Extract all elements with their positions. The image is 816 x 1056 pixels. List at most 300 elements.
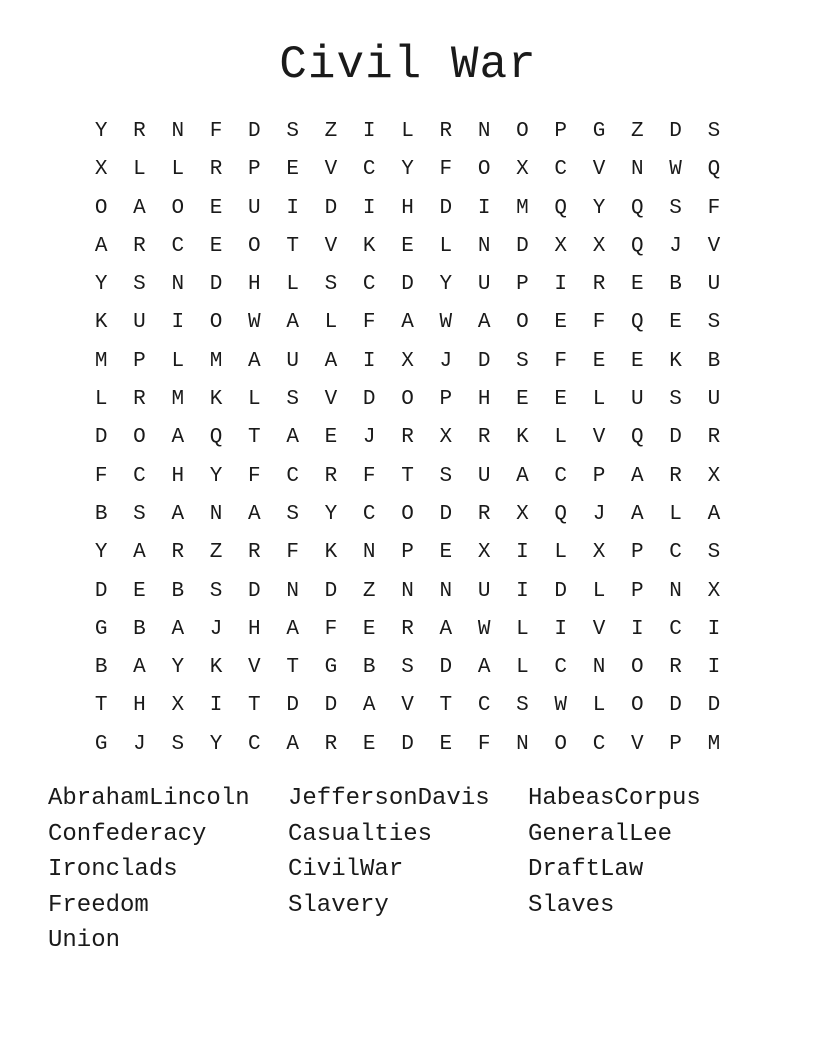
grid-cell: D xyxy=(554,579,568,603)
grid-cell: D xyxy=(286,694,299,718)
grid-cell: T xyxy=(286,656,299,680)
grid-cell: E xyxy=(439,541,453,565)
grid-cell: C xyxy=(133,464,146,488)
grid-cell: S xyxy=(133,502,146,526)
grid-cell: N xyxy=(669,579,682,603)
grid-cell: I xyxy=(477,196,491,220)
grid-cell: L xyxy=(516,617,529,641)
grid-cell: S xyxy=(171,732,185,756)
grid-cell: F xyxy=(286,541,299,565)
grid-row xyxy=(82,611,733,649)
grid-cell: A xyxy=(516,464,529,488)
grid-cell: L xyxy=(592,694,606,718)
grid-cell: L xyxy=(516,656,529,680)
grid-cell: I xyxy=(209,694,223,718)
grid-cell: D xyxy=(439,502,453,526)
grid-cell: L xyxy=(94,388,108,412)
grid-row xyxy=(82,304,733,342)
grid-cell: S xyxy=(669,388,682,412)
grid-cell: A xyxy=(171,617,185,641)
grid-cell: I xyxy=(707,656,721,680)
grid-row xyxy=(82,687,733,725)
grid-cell: J xyxy=(592,502,606,526)
grid-cell: I xyxy=(516,579,529,603)
grid-cell: T xyxy=(94,694,108,718)
grid-cell: A xyxy=(707,502,721,526)
grid-cell: U xyxy=(631,388,644,412)
grid-cell: R xyxy=(669,656,682,680)
grid-cell: V xyxy=(592,426,606,450)
grid-cell: O xyxy=(477,158,491,182)
grid-cell: F xyxy=(477,732,491,756)
word-list-item: Slaves xyxy=(528,891,615,919)
grid-cell: O xyxy=(94,196,108,220)
grid-cell: G xyxy=(324,656,338,680)
grid-cell: Y xyxy=(94,273,108,297)
grid-cell: W xyxy=(669,158,682,182)
grid-cell: B xyxy=(171,579,185,603)
grid-cell: A xyxy=(477,656,491,680)
grid-cell: D xyxy=(477,349,491,373)
grid-cell: H xyxy=(401,196,414,220)
grid-cell: W xyxy=(439,311,453,335)
grid-cell: O xyxy=(209,311,223,335)
grid-cell: J xyxy=(209,617,223,641)
grid-cell: H xyxy=(248,273,261,297)
grid-cell: S xyxy=(286,120,299,143)
grid-cell: W xyxy=(477,617,491,641)
grid-cell: R xyxy=(477,502,491,526)
grid-cell: S xyxy=(707,311,721,335)
grid-cell: I xyxy=(631,617,644,641)
grid-row xyxy=(82,190,733,228)
grid-cell: X xyxy=(401,349,414,373)
grid-cell: S xyxy=(286,388,299,412)
grid-cell: A xyxy=(248,349,261,373)
grid-cell: S xyxy=(133,273,146,297)
grid-cell: E xyxy=(209,196,223,220)
grid-cell: A xyxy=(248,502,261,526)
grid-cell: O xyxy=(248,234,261,258)
grid-cell: D xyxy=(209,273,223,297)
grid-cell: D xyxy=(439,656,453,680)
grid-cell: H xyxy=(477,388,491,412)
grid-cell: N xyxy=(362,541,376,565)
grid-cell: S xyxy=(707,120,721,143)
grid-cell: V xyxy=(324,158,338,182)
grid-cell: E xyxy=(362,732,376,756)
grid-cell: S xyxy=(439,464,453,488)
grid-cell: L xyxy=(592,388,606,412)
grid-cell: I xyxy=(286,196,299,220)
grid-cell: O xyxy=(631,656,644,680)
grid-cell: L xyxy=(439,234,453,258)
grid-row xyxy=(82,496,733,534)
grid-row xyxy=(82,649,733,687)
grid-cell: L xyxy=(171,158,185,182)
grid-cell: C xyxy=(592,732,606,756)
word-list xyxy=(48,781,788,959)
grid-cell: M xyxy=(209,349,223,373)
grid-cell: Q xyxy=(707,158,721,182)
grid-cell: L xyxy=(248,388,261,412)
grid-row xyxy=(82,343,733,381)
grid-cell: D xyxy=(248,579,261,603)
grid-cell: N xyxy=(401,579,414,603)
grid-cell: O xyxy=(401,388,414,412)
grid-cell: N xyxy=(286,579,299,603)
grid-cell: M xyxy=(94,349,108,373)
word-list-item: GeneralLee xyxy=(528,820,673,848)
grid-cell: M xyxy=(707,732,721,756)
grid-cell: E xyxy=(286,158,299,182)
grid-cell: C xyxy=(171,234,185,258)
grid-cell: P xyxy=(401,541,414,565)
grid-cell: J xyxy=(439,349,453,373)
word-list-item: Confederacy xyxy=(48,820,207,848)
grid-row xyxy=(82,113,733,151)
grid-cell: P xyxy=(592,464,606,488)
grid-cell: L xyxy=(554,426,568,450)
grid-cell: Q xyxy=(554,502,568,526)
grid-cell: N xyxy=(171,120,185,143)
grid-cell: Q xyxy=(554,196,568,220)
grid-cell: A xyxy=(286,732,299,756)
grid-cell: E xyxy=(439,732,453,756)
grid-cell: F xyxy=(362,464,376,488)
grid-cell: J xyxy=(133,732,146,756)
grid-cell: S xyxy=(707,541,721,565)
grid-row xyxy=(82,534,733,572)
grid-cell: C xyxy=(554,464,568,488)
grid-cell: N xyxy=(516,732,529,756)
grid-cell: L xyxy=(286,273,299,297)
grid-cell: T xyxy=(439,694,453,718)
grid-cell: O xyxy=(631,694,644,718)
grid-cell: K xyxy=(209,656,223,680)
grid-cell: V xyxy=(248,656,261,680)
grid-cell: Q xyxy=(631,234,644,258)
grid-cell: Z xyxy=(362,579,376,603)
grid-cell: S xyxy=(516,349,529,373)
grid-cell: D xyxy=(324,694,338,718)
grid-cell: N xyxy=(631,158,644,182)
grid-cell: F xyxy=(324,617,338,641)
grid-cell: F xyxy=(94,464,108,488)
grid-cell: F xyxy=(362,311,376,335)
word-list-item: Union xyxy=(48,927,121,955)
grid-cell: R xyxy=(209,158,223,182)
grid-cell: B xyxy=(669,273,682,297)
puzzle-title: Civil War xyxy=(279,39,537,91)
grid-cell: C xyxy=(362,273,376,297)
grid-cell: C xyxy=(362,502,376,526)
grid-cell: D xyxy=(362,388,376,412)
grid-cell: P xyxy=(631,579,644,603)
grid-cell: K xyxy=(324,541,338,565)
word-list-item: AbrahamLincoln xyxy=(48,785,250,812)
grid-cell: B xyxy=(94,502,108,526)
word-list-item: JeffersonDavis xyxy=(288,785,490,812)
grid-cell: Q xyxy=(631,196,644,220)
grid-cell: I xyxy=(362,349,376,373)
grid-cell: V xyxy=(631,732,644,756)
grid-cell: S xyxy=(669,196,682,220)
grid-cell: P xyxy=(133,349,146,373)
grid-cell: C xyxy=(362,158,376,182)
grid-cell: D xyxy=(439,196,453,220)
grid-cell: D xyxy=(324,196,338,220)
grid-row xyxy=(82,266,733,304)
grid-cell: D xyxy=(669,120,682,143)
grid-cell: X xyxy=(592,541,606,565)
grid-cell: B xyxy=(133,617,146,641)
grid-cell: C xyxy=(248,732,261,756)
grid-cell: N xyxy=(477,120,491,143)
grid-cell: C xyxy=(477,694,491,718)
grid-cell: L xyxy=(133,158,146,182)
grid-cell: K xyxy=(669,349,682,373)
grid-cell: F xyxy=(439,158,453,182)
grid-cell: S xyxy=(516,694,529,718)
grid-cell: E xyxy=(401,234,414,258)
grid-cell: J xyxy=(362,426,376,450)
grid-cell: B xyxy=(94,656,108,680)
grid-cell: E xyxy=(631,349,644,373)
grid-cell: O xyxy=(401,502,414,526)
grid-cell: F xyxy=(707,196,721,220)
grid-cell: E xyxy=(554,311,568,335)
grid-cell: G xyxy=(94,732,108,756)
grid-cell: I xyxy=(707,617,721,641)
grid-cell: C xyxy=(286,464,299,488)
grid-cell: A xyxy=(439,617,453,641)
grid-cell: E xyxy=(362,617,376,641)
grid-cell: X xyxy=(592,234,606,258)
grid-cell: R xyxy=(477,426,491,450)
grid-cell: O xyxy=(516,120,529,143)
grid-cell: D xyxy=(401,732,414,756)
grid-cell: L xyxy=(171,349,185,373)
grid-cell: X xyxy=(439,426,453,450)
grid-cell: X xyxy=(707,464,721,488)
grid-cell: N xyxy=(439,579,453,603)
grid-cell: U xyxy=(707,273,721,297)
word-list-item: Ironclads xyxy=(48,856,178,884)
grid-cell: R xyxy=(133,234,146,258)
grid-cell: T xyxy=(286,234,299,258)
grid-cell: A xyxy=(631,502,644,526)
grid-cell: Y xyxy=(94,541,108,565)
grid-cell: A xyxy=(94,234,108,258)
grid-cell: P xyxy=(516,273,529,297)
grid-cell: W xyxy=(554,694,568,718)
grid-cell: K xyxy=(94,311,108,335)
letter-grid xyxy=(82,113,733,764)
grid-cell: A xyxy=(286,311,299,335)
grid-cell: T xyxy=(401,464,414,488)
grid-cell: G xyxy=(94,617,108,641)
grid-cell: K xyxy=(209,388,223,412)
grid-cell: U xyxy=(286,349,299,373)
grid-row xyxy=(82,151,733,189)
grid-cell: N xyxy=(171,273,185,297)
grid-cell: A xyxy=(286,617,299,641)
grid-cell: D xyxy=(401,273,414,297)
grid-cell: M xyxy=(171,388,185,412)
grid-cell: R xyxy=(133,388,146,412)
grid-cell: X xyxy=(554,234,568,258)
word-list-item: CivilWar xyxy=(288,856,404,884)
grid-cell: R xyxy=(401,426,414,450)
grid-cell: R xyxy=(324,464,338,488)
grid-cell: T xyxy=(248,426,261,450)
grid-cell: Z xyxy=(209,541,223,565)
grid-cell: U xyxy=(477,464,491,488)
grid-cell: X xyxy=(516,502,529,526)
grid-cell: Y xyxy=(592,196,606,220)
grid-cell: S xyxy=(401,656,414,680)
grid-cell: D xyxy=(94,579,108,603)
grid-cell: R xyxy=(133,120,146,143)
grid-cell: A xyxy=(477,311,491,335)
grid-cell: V xyxy=(592,617,606,641)
grid-cell: T xyxy=(248,694,261,718)
grid-row xyxy=(82,458,733,496)
grid-cell: R xyxy=(592,273,606,297)
word-list-item: Casualties xyxy=(288,820,433,848)
grid-cell: D xyxy=(324,579,338,603)
grid-cell: G xyxy=(592,120,606,143)
grid-cell: I xyxy=(516,541,529,565)
grid-cell: X xyxy=(94,158,108,182)
grid-cell: F xyxy=(209,120,223,143)
grid-cell: P xyxy=(669,732,682,756)
grid-cell: X xyxy=(516,158,529,182)
grid-cell: Y xyxy=(324,502,338,526)
grid-cell: A xyxy=(171,502,185,526)
word-list-item: Slavery xyxy=(288,891,389,919)
grid-cell: L xyxy=(669,502,682,526)
grid-cell: V xyxy=(592,158,606,182)
grid-cell: H xyxy=(171,464,185,488)
grid-cell: U xyxy=(248,196,261,220)
grid-cell: I xyxy=(554,617,568,641)
grid-cell: W xyxy=(248,311,261,335)
grid-cell: U xyxy=(133,311,146,335)
grid-cell: Y xyxy=(209,732,223,756)
grid-cell: X xyxy=(477,541,491,565)
grid-cell: E xyxy=(631,273,644,297)
grid-cell: D xyxy=(669,694,682,718)
grid-cell: P xyxy=(631,541,644,565)
grid-cell: R xyxy=(401,617,414,641)
grid-cell: O xyxy=(133,426,146,450)
grid-cell: S xyxy=(286,502,299,526)
grid-row xyxy=(82,419,733,457)
grid-cell: A xyxy=(324,349,338,373)
grid-cell: R xyxy=(248,541,261,565)
grid-cell: L xyxy=(592,579,606,603)
grid-cell: V xyxy=(324,234,338,258)
grid-cell: Q xyxy=(631,426,644,450)
grid-cell: U xyxy=(477,579,491,603)
grid-cell: I xyxy=(362,196,376,220)
grid-cell: E xyxy=(554,388,568,412)
grid-cell: D xyxy=(248,120,261,143)
word-list-item: Freedom xyxy=(48,891,149,919)
grid-cell: X xyxy=(707,579,721,603)
grid-cell: Y xyxy=(209,464,223,488)
grid-cell: K xyxy=(362,234,376,258)
grid-cell: V xyxy=(324,388,338,412)
grid-cell: H xyxy=(133,694,146,718)
grid-cell: A xyxy=(171,426,185,450)
grid-cell: P xyxy=(248,158,261,182)
grid-cell: R xyxy=(669,464,682,488)
grid-cell: E xyxy=(133,579,146,603)
grid-cell: A xyxy=(133,196,146,220)
grid-cell: C xyxy=(669,617,682,641)
grid-cell: S xyxy=(324,273,338,297)
word-list-item: DraftLaw xyxy=(528,856,644,884)
grid-cell: Z xyxy=(631,120,644,143)
grid-cell: X xyxy=(171,694,185,718)
grid-cell: A xyxy=(133,656,146,680)
grid-row xyxy=(82,228,733,266)
grid-cell: Y xyxy=(439,273,453,297)
grid-cell: A xyxy=(133,541,146,565)
grid-cell: E xyxy=(592,349,606,373)
grid-cell: L xyxy=(554,541,568,565)
grid-cell: D xyxy=(669,426,682,450)
grid-cell: Z xyxy=(324,120,338,143)
grid-cell: C xyxy=(554,656,568,680)
grid-row xyxy=(82,573,733,611)
grid-cell: B xyxy=(707,349,721,373)
grid-cell: U xyxy=(477,273,491,297)
grid-cell: V xyxy=(707,234,721,258)
grid-cell: S xyxy=(209,579,223,603)
grid-cell: E xyxy=(209,234,223,258)
grid-cell: I xyxy=(171,311,185,335)
grid-cell: R xyxy=(171,541,185,565)
grid-cell: D xyxy=(707,694,721,718)
grid-cell: R xyxy=(439,120,453,143)
grid-cell: P xyxy=(554,120,568,143)
grid-cell: F xyxy=(554,349,568,373)
grid-cell: A xyxy=(631,464,644,488)
word-list-item: HabeasCorpus xyxy=(528,785,701,812)
grid-cell: J xyxy=(669,234,682,258)
grid-cell: P xyxy=(439,388,453,412)
grid-cell: N xyxy=(592,656,606,680)
grid-cell: V xyxy=(401,694,414,718)
grid-cell: A xyxy=(362,694,376,718)
grid-cell: O xyxy=(516,311,529,335)
grid-cell: I xyxy=(362,120,376,143)
grid-cell: Y xyxy=(401,158,414,182)
grid-cell: H xyxy=(248,617,261,641)
grid-row xyxy=(82,381,733,419)
grid-cell: N xyxy=(477,234,491,258)
grid-cell: U xyxy=(707,388,721,412)
grid-cell: A xyxy=(286,426,299,450)
grid-cell: R xyxy=(324,732,338,756)
grid-cell: E xyxy=(324,426,338,450)
grid-cell: C xyxy=(554,158,568,182)
grid-cell: O xyxy=(171,196,185,220)
